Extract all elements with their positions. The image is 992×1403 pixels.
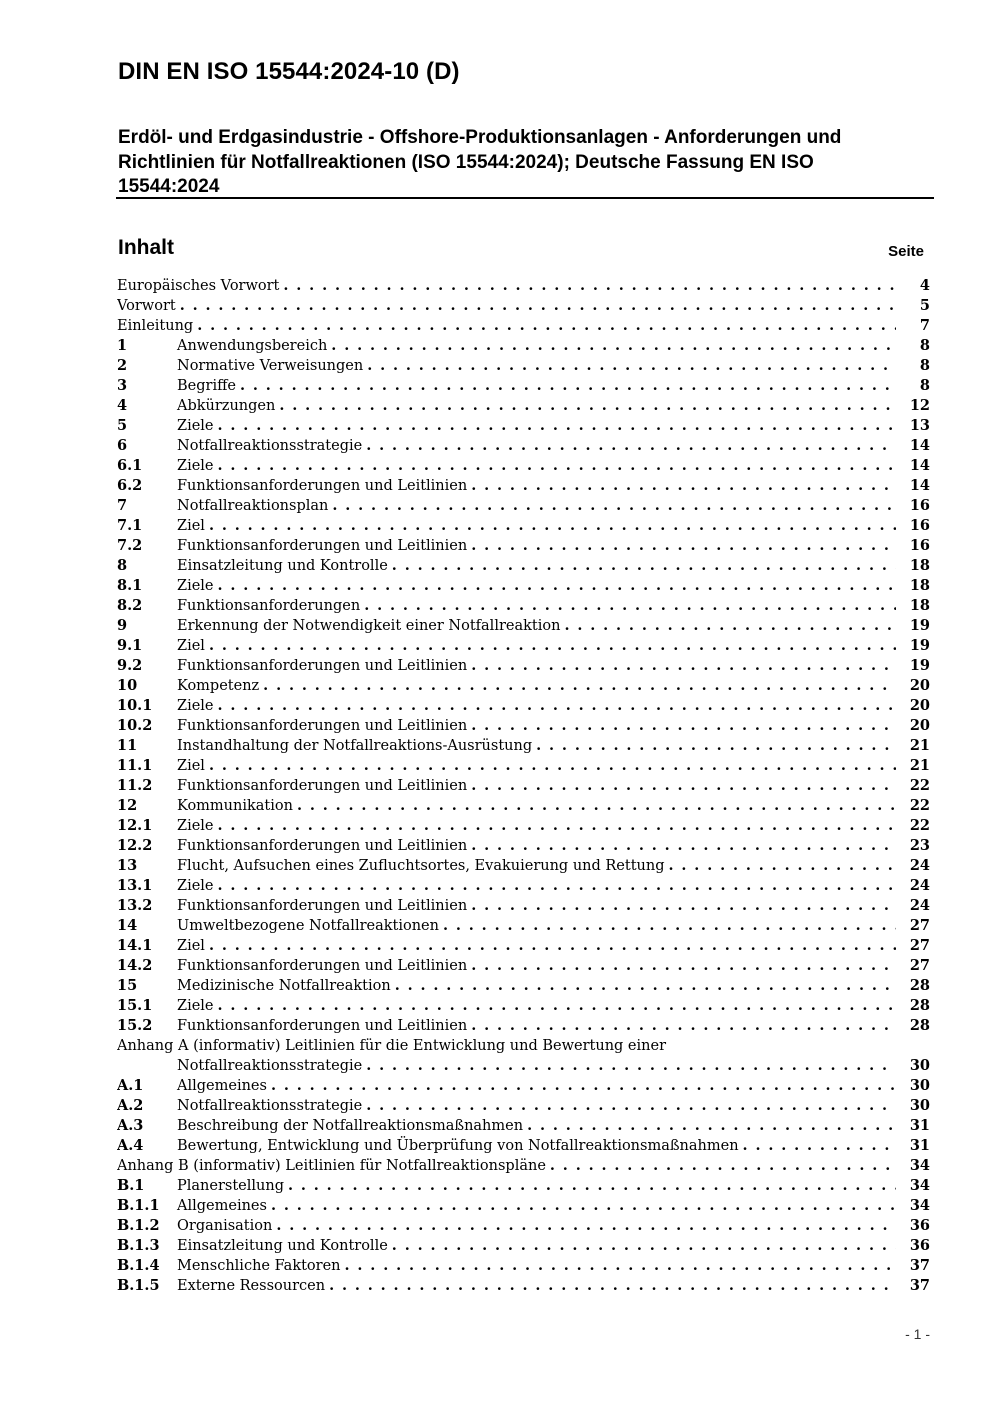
toc-entry-title: Planerstellung — [177, 1178, 284, 1194]
toc-entry-page: 21 — [909, 757, 930, 774]
toc-dot-leader — [471, 476, 896, 496]
toc-dot-leader — [471, 536, 896, 556]
toc-entry-title: Organisation — [177, 1218, 273, 1234]
toc-entry-title: Begriffe — [177, 378, 236, 394]
toc-dot-leader — [180, 296, 896, 316]
toc-entry-number: 6.2 — [117, 477, 143, 494]
toc-entry-page: 16 — [909, 497, 930, 514]
toc-entry[interactable] — [117, 556, 930, 576]
toc-dot-leader — [471, 776, 896, 796]
toc-entry[interactable] — [117, 816, 930, 836]
toc-dot-leader — [283, 276, 896, 296]
toc-entry[interactable] — [117, 356, 930, 376]
toc-entry-page: 20 — [909, 697, 930, 714]
toc-entry[interactable] — [117, 616, 930, 636]
toc-dot-leader — [218, 456, 896, 476]
toc-dot-leader — [209, 636, 896, 656]
toc-entry-number: 11 — [117, 737, 138, 754]
toc-entry[interactable] — [117, 336, 930, 356]
toc-dot-leader — [271, 1076, 896, 1096]
toc-entry-page: 27 — [909, 957, 930, 974]
toc-entry-page: 36 — [909, 1217, 930, 1234]
toc-dot-leader — [209, 936, 896, 956]
toc-entry-title: Ziele — [177, 458, 214, 474]
toc-entry-page: 27 — [909, 917, 930, 934]
toc-entry[interactable] — [117, 296, 930, 316]
document-subtitle: Erdöl- und Erdgasindustrie - Offshore-Produktionsanlagen - Anforderungen und Richtlinien für Notfallreaktionen (ISO 15544:2024); Deutsche Fassung EN ISO 15544:2024 — [118, 127, 842, 197]
toc-entry-number: 12 — [117, 797, 138, 814]
toc-entry[interactable] — [117, 736, 930, 756]
toc-entry-number: 12.1 — [117, 817, 153, 834]
toc-dot-leader — [332, 496, 896, 516]
toc-dot-leader — [218, 696, 896, 716]
toc-entry-number: 9.2 — [117, 657, 143, 674]
toc-entry-page: 27 — [909, 937, 930, 954]
toc-dot-leader — [297, 796, 896, 816]
toc-entry-number: 6.1 — [117, 457, 143, 474]
toc-entry-title: Europäisches Vorwort — [117, 278, 280, 294]
toc-entry-number: 5 — [117, 417, 128, 434]
toc-entry-title: Erkennung der Notwendigkeit einer Notfallreaktion — [177, 618, 561, 634]
toc-entry-page: 30 — [909, 1057, 930, 1074]
toc-entry[interactable] — [117, 1236, 930, 1256]
toc-entry[interactable] — [117, 1216, 930, 1236]
toc-dot-leader — [276, 1216, 896, 1236]
toc-entry-title: Notfallreaktionsstrategie — [177, 1098, 363, 1114]
toc-entry-page: 19 — [909, 617, 930, 634]
toc-entry-page: 20 — [909, 717, 930, 734]
toc-entry-number: 8.2 — [117, 597, 143, 614]
toc-entry-page: 24 — [909, 897, 930, 914]
toc-entry[interactable] — [117, 1176, 930, 1196]
toc-entry-number: 7.1 — [117, 517, 143, 534]
toc-entry-page: 12 — [909, 397, 930, 414]
toc-dot-leader — [331, 336, 896, 356]
toc-entry[interactable] — [117, 456, 930, 476]
toc-entry-title: Instandhaltung der Notfallreaktions-Ausrüstung — [177, 738, 533, 754]
toc-entry-number: 7.2 — [117, 537, 143, 554]
toc-entry[interactable] — [117, 896, 930, 916]
toc-entry[interactable] — [117, 656, 930, 676]
toc-entry-number: 10 — [117, 677, 138, 694]
toc-entry-title: Anhang B (informativ) Leitlinien für Notfallreaktionspläne — [117, 1158, 546, 1174]
toc-dot-leader — [197, 316, 896, 336]
toc-dot-leader — [564, 616, 896, 636]
toc-entry-title: Medizinische Notfallreaktion — [177, 978, 391, 994]
toc-entry-title: Ziel — [177, 518, 205, 534]
toc-entry-title: Einsatzleitung und Kontrolle — [177, 1238, 388, 1254]
toc-entry-number: 15.2 — [117, 1017, 153, 1034]
toc-entry-title: Ziele — [177, 578, 214, 594]
toc-entry[interactable] — [117, 936, 930, 956]
toc-entry-page: 30 — [909, 1077, 930, 1094]
table-of-contents — [117, 276, 930, 1296]
toc-entry-title: Notfallreaktionsplan — [177, 498, 329, 514]
toc-entry[interactable] — [117, 1016, 930, 1036]
toc-entry-title: Funktionsanforderungen und Leitlinien — [177, 898, 468, 914]
toc-entry-title: Flucht, Aufsuchen eines Zufluchtsortes, Evakuierung und Rettung — [177, 858, 665, 874]
page-number: - 1 - — [905, 1326, 930, 1342]
toc-entry-title: Ziel — [177, 938, 205, 954]
toc-entry-page: 18 — [909, 597, 930, 614]
toc-entry-number: 1 — [117, 337, 128, 354]
toc-entry-page: 34 — [909, 1157, 930, 1174]
toc-entry-number: B.1.3 — [117, 1237, 160, 1254]
toc-dot-leader — [471, 836, 896, 856]
toc-entry-number: B.1.1 — [117, 1197, 160, 1214]
toc-dot-leader — [366, 436, 896, 456]
toc-dot-leader — [218, 816, 896, 836]
toc-entry-number: 11.1 — [117, 757, 153, 774]
toc-entry-title: Bewertung, Entwicklung und Überprüfung von Notfallreaktionsmaßnahmen — [177, 1138, 739, 1154]
toc-entry[interactable] — [117, 1096, 930, 1116]
toc-entry-page: 19 — [909, 657, 930, 674]
toc-entry-page: 22 — [909, 817, 930, 834]
toc-entry[interactable] — [117, 436, 930, 456]
toc-entry-page: 34 — [909, 1177, 930, 1194]
toc-entry-page: 23 — [909, 837, 930, 854]
toc-entry-number: 14.1 — [117, 937, 153, 954]
toc-entry[interactable] — [117, 1036, 930, 1056]
toc-entry-number: A.1 — [117, 1077, 144, 1094]
toc-entry[interactable] — [117, 1156, 930, 1176]
toc-dot-leader — [279, 396, 896, 416]
toc-entry-number: 10.1 — [117, 697, 153, 714]
toc-entry-number: B.1 — [117, 1177, 145, 1194]
toc-entry-page: 20 — [909, 677, 930, 694]
toc-entry[interactable] — [117, 976, 930, 996]
toc-entry-number: A.4 — [117, 1137, 144, 1154]
toc-entry-page: 28 — [909, 1017, 930, 1034]
toc-entry[interactable] — [117, 276, 930, 296]
toc-entry-page: 16 — [909, 537, 930, 554]
toc-entry[interactable] — [117, 636, 930, 656]
toc-dot-leader — [218, 876, 896, 896]
toc-entry-page: 16 — [909, 517, 930, 534]
toc-entry[interactable] — [117, 716, 930, 736]
toc-entry-page: 22 — [909, 777, 930, 794]
toc-entry-page: 18 — [909, 557, 930, 574]
toc-entry-page: 14 — [909, 477, 930, 494]
toc-entry-page: 7 — [919, 317, 930, 334]
toc-entry-page: 13 — [909, 417, 930, 434]
toc-entry[interactable] — [117, 576, 930, 596]
toc-entry-page: 8 — [919, 337, 930, 354]
toc-entry[interactable] — [117, 516, 930, 536]
toc-entry-title: Normative Verweisungen — [177, 358, 364, 374]
toc-entry[interactable] — [117, 856, 930, 876]
toc-entry[interactable] — [117, 376, 930, 396]
title-divider — [116, 197, 934, 199]
toc-entry-page: 31 — [909, 1117, 930, 1134]
toc-entry-number: 13.1 — [117, 877, 153, 894]
toc-entry-title: Anwendungsbereich — [177, 338, 328, 354]
toc-entry-page: 14 — [909, 457, 930, 474]
toc-entry-page: 37 — [909, 1257, 930, 1274]
toc-entry[interactable] — [117, 1056, 930, 1076]
toc-entry[interactable] — [117, 596, 930, 616]
toc-entry-title: Ziele — [177, 998, 214, 1014]
toc-dot-leader — [218, 576, 896, 596]
toc-entry[interactable] — [117, 696, 930, 716]
toc-entry-title: Funktionsanforderungen und Leitlinien — [177, 958, 468, 974]
toc-entry-number: B.1.4 — [117, 1257, 160, 1274]
toc-entry-number: 6 — [117, 437, 128, 454]
toc-entry-title: Abkürzungen — [177, 398, 276, 414]
toc-entry-page: 30 — [909, 1097, 930, 1114]
toc-entry-title: Menschliche Faktoren — [177, 1258, 341, 1274]
toc-entry-number: 15.1 — [117, 997, 153, 1014]
toc-dot-leader — [271, 1196, 896, 1216]
toc-entry[interactable] — [117, 836, 930, 856]
toc-entry[interactable] — [117, 1196, 930, 1216]
toc-entry-title: Beschreibung der Notfallreaktionsmaßnahmen — [177, 1118, 524, 1134]
toc-entry-page: 28 — [909, 997, 930, 1014]
toc-entry[interactable] — [117, 996, 930, 1016]
toc-dot-leader — [536, 736, 896, 756]
toc-dot-leader — [366, 1096, 896, 1116]
toc-entry-page: 24 — [909, 857, 930, 874]
toc-dot-leader — [329, 1276, 896, 1296]
toc-entry-title: Externe Ressourcen — [177, 1278, 326, 1294]
toc-entry[interactable] — [117, 1136, 930, 1156]
toc-entry-title: Funktionsanforderungen und Leitlinien — [177, 478, 468, 494]
toc-entry-number: 9 — [117, 617, 128, 634]
toc-entry[interactable] — [117, 776, 930, 796]
toc-entry-page: 36 — [909, 1237, 930, 1254]
toc-entry-number: 8.1 — [117, 577, 143, 594]
toc-entry-number: 12.2 — [117, 837, 153, 854]
toc-dot-leader — [367, 356, 896, 376]
toc-heading: Inhalt — [118, 236, 174, 259]
toc-entry-title: Allgemeines — [177, 1198, 267, 1214]
toc-entry-title: Notfallreaktionsstrategie — [177, 1058, 363, 1074]
toc-dot-leader — [392, 1236, 896, 1256]
toc-entry-page: 8 — [919, 377, 930, 394]
toc-entry[interactable] — [117, 496, 930, 516]
toc-dot-leader — [743, 1136, 896, 1156]
toc-entry[interactable] — [117, 1276, 930, 1296]
toc-page-column-label: Seite — [888, 243, 924, 260]
toc-entry-title: Ziele — [177, 698, 214, 714]
toc-entry-title: Funktionsanforderungen — [177, 598, 361, 614]
toc-entry[interactable] — [117, 796, 930, 816]
document-title: DIN EN ISO 15544:2024-10 (D) — [118, 58, 460, 85]
toc-dot-leader — [471, 656, 896, 676]
toc-entry-title: Einleitung — [117, 318, 194, 334]
toc-entry-page: 19 — [909, 637, 930, 654]
toc-dot-leader — [550, 1156, 896, 1176]
toc-entry-title: Ziele — [177, 878, 214, 894]
toc-entry-page: 37 — [909, 1277, 930, 1294]
toc-dot-leader — [527, 1116, 896, 1136]
toc-entry-number: A.3 — [117, 1117, 144, 1134]
toc-dot-leader — [392, 556, 896, 576]
toc-entry[interactable] — [117, 676, 930, 696]
toc-dot-leader — [471, 716, 896, 736]
toc-entry-page: 18 — [909, 577, 930, 594]
toc-entry-number: B.1.2 — [117, 1217, 160, 1234]
toc-dot-leader — [366, 1056, 896, 1076]
toc-entry-page: 14 — [909, 437, 930, 454]
toc-entry-title: Anhang A (informativ) Leitlinien für die Entwicklung und Bewertung einer — [117, 1038, 666, 1054]
toc-dot-leader — [471, 896, 896, 916]
toc-entry-page: 4 — [919, 277, 930, 294]
toc-entry-number: 8 — [117, 557, 128, 574]
toc-entry-number: 7 — [117, 497, 128, 514]
toc-dot-leader — [209, 516, 896, 536]
toc-entry-page: 34 — [909, 1197, 930, 1214]
toc-entry-title: Kommunikation — [177, 798, 293, 814]
toc-entry[interactable] — [117, 536, 930, 556]
toc-dot-leader — [218, 996, 896, 1016]
toc-entry-title: Einsatzleitung und Kontrolle — [177, 558, 388, 574]
toc-dot-leader — [218, 416, 896, 436]
toc-entry-number: 2 — [117, 357, 128, 374]
toc-dot-leader — [395, 976, 896, 996]
toc-dot-leader — [443, 916, 896, 936]
toc-entry-number: 9.1 — [117, 637, 143, 654]
toc-entry-title: Vorwort — [117, 298, 176, 314]
toc-dot-leader — [669, 856, 897, 876]
toc-entry-number: 13 — [117, 857, 138, 874]
toc-entry-number: 3 — [117, 377, 128, 394]
toc-entry-number: 13.2 — [117, 897, 153, 914]
toc-entry-title: Funktionsanforderungen und Leitlinien — [177, 1018, 468, 1034]
toc-entry[interactable] — [117, 1076, 930, 1096]
toc-dot-leader — [471, 1016, 896, 1036]
toc-entry-title: Ziele — [177, 418, 214, 434]
toc-entry-page: 28 — [909, 977, 930, 994]
toc-entry-title: Funktionsanforderungen und Leitlinien — [177, 658, 468, 674]
toc-entry[interactable] — [117, 916, 930, 936]
toc-entry-number: A.2 — [117, 1097, 144, 1114]
toc-entry[interactable] — [117, 956, 930, 976]
toc-entry-page: 21 — [909, 737, 930, 754]
toc-dot-leader — [471, 956, 896, 976]
toc-entry-title: Funktionsanforderungen und Leitlinien — [177, 718, 468, 734]
toc-entry-title: Funktionsanforderungen und Leitlinien — [177, 538, 468, 554]
toc-entry[interactable] — [117, 876, 930, 896]
toc-entry[interactable] — [117, 756, 930, 776]
toc-entry[interactable] — [117, 396, 930, 416]
toc-entry-number: 15 — [117, 977, 138, 994]
toc-entry-number: B.1.5 — [117, 1277, 160, 1294]
toc-entry-page: 5 — [919, 297, 930, 314]
toc-entry-title: Allgemeines — [177, 1078, 267, 1094]
toc-entry-title: Ziele — [177, 818, 214, 834]
toc-entry-page: 22 — [909, 797, 930, 814]
toc-dot-leader — [345, 1256, 896, 1276]
toc-entry-title: Umweltbezogene Notfallreaktionen — [177, 918, 439, 934]
toc-entry[interactable] — [117, 416, 930, 436]
toc-entry-title: Notfallreaktionsstrategie — [177, 438, 363, 454]
toc-dot-leader — [288, 1176, 896, 1196]
toc-dot-leader — [209, 756, 896, 776]
toc-entry[interactable] — [117, 1116, 930, 1136]
toc-entry[interactable] — [117, 1256, 930, 1276]
toc-entry[interactable] — [117, 476, 930, 496]
toc-entry-title: Kompetenz — [177, 678, 260, 694]
toc-entry-title: Funktionsanforderungen und Leitlinien — [177, 838, 468, 854]
toc-entry-title: Ziel — [177, 638, 205, 654]
toc-entry-number: 14.2 — [117, 957, 153, 974]
toc-entry-title: Funktionsanforderungen und Leitlinien — [177, 778, 468, 794]
toc-entry-number: 4 — [117, 397, 128, 414]
toc-entry-page: 8 — [919, 357, 930, 374]
toc-dot-leader — [263, 676, 896, 696]
toc-entry-number: 14 — [117, 917, 138, 934]
toc-entry-number: 11.2 — [117, 777, 153, 794]
toc-entry-title: Ziel — [177, 758, 205, 774]
toc-entry[interactable] — [117, 316, 930, 336]
toc-entry-number: 10.2 — [117, 717, 153, 734]
toc-dot-leader — [364, 596, 896, 616]
toc-entry-page: 24 — [909, 877, 930, 894]
toc-entry-page: 31 — [909, 1137, 930, 1154]
toc-dot-leader — [240, 376, 896, 396]
